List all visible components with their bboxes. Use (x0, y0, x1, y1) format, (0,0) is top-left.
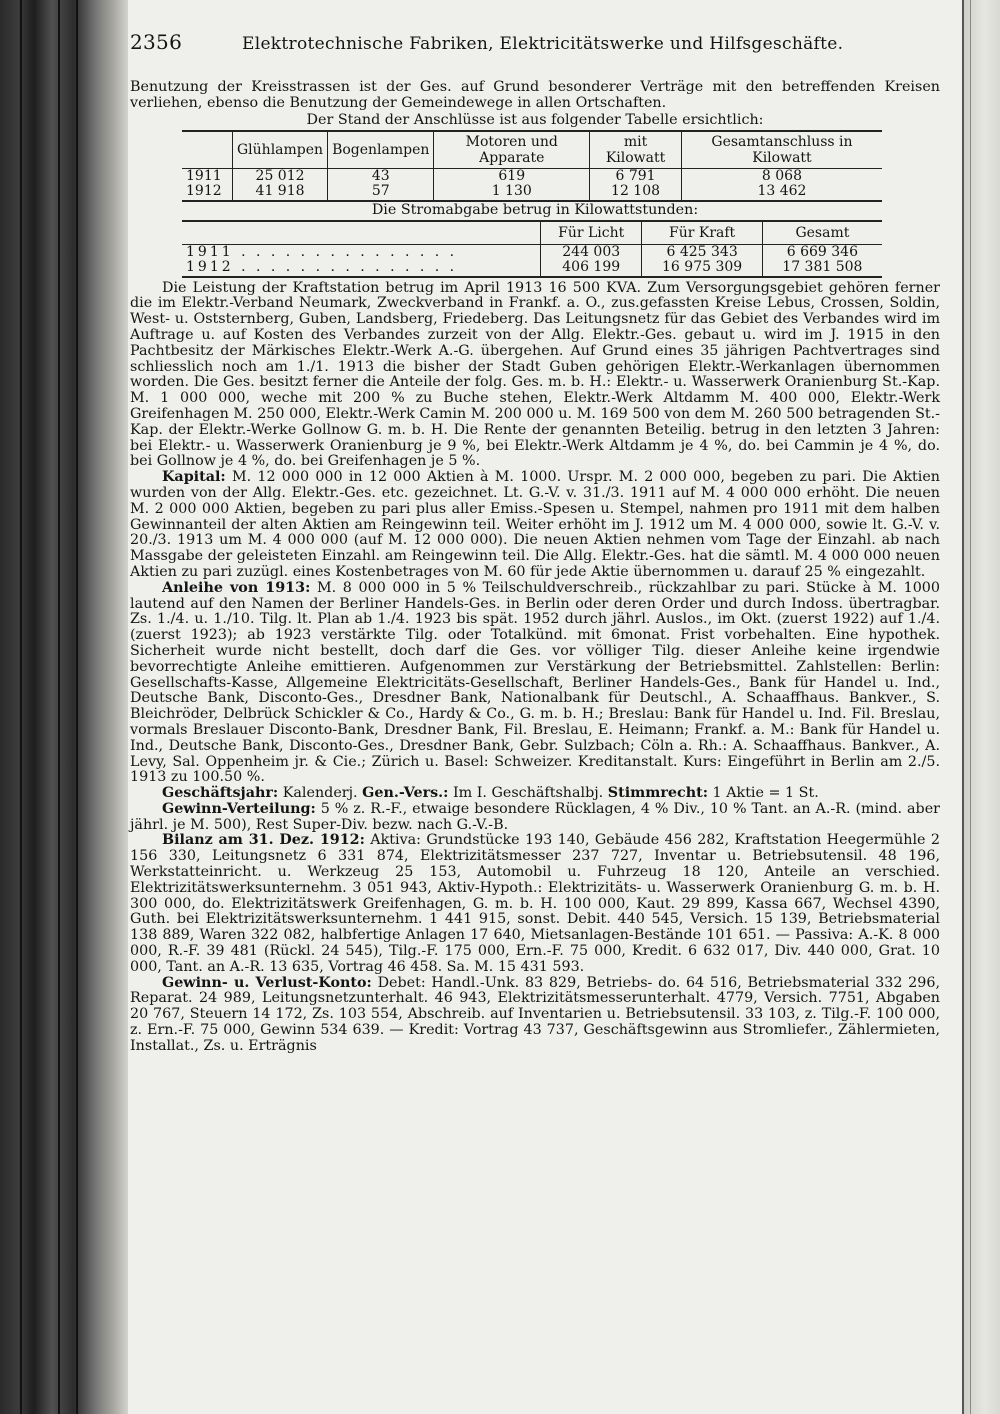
table-header-cell: mit Kilowatt (590, 131, 682, 169)
table-header-cell: Für Kraft (642, 221, 762, 245)
stimmrecht-label: Stimmrecht: (607, 785, 709, 802)
table-cell: 6 791 (590, 168, 682, 184)
table-header-cell (182, 131, 233, 169)
bilanz-section (130, 833, 940, 975)
power-output-table (182, 220, 882, 278)
table-cell: 1911 (186, 167, 222, 184)
table-cell: 1912 (186, 183, 222, 200)
leistung-paragraph: Die Leistung der Kraftstation betrug im April 1913 16 500 KVA. Zum Versorgungsgebiet gehören ferner die im Elektr.-Verband Neumark, Zweckverband in Frankf. a. O., zus.gefassten Kreise Lebus, Crossen, Soldin, West- u. Oststernberg, Guben, Landsberg, Friedeberg. Das Leitungsnetz für das Gebiet des Verbandes wird im Auftrage u. auf Kosten des Verbandes zurzeit von der Allg. Elektr.-Ges. gebaut u. wird im J. 1915 in den Pachtbesitz der Märkisches Elektr.-Werk A.-G. übergehen. Auf Grund eines 35 jährigen Pachtvertrages sind schliesslich noch am 1./1. 1913 die bisher der Stadt Guben gehörigen Elektr.-Werkanlagen übernommen worden. Die Ges. besitzt ferner die Anteile der folg. Ges. m. b. H.: Elektr.- u. Wasserwerk Oranienburg St.-Kap. M. 1 000 000, weche mit 200 % zu Buche stehen, Elektr.-Werk Altdamm M. 400 000, Elektr.-Werk Greifenhagen M. 250 000, Elektr.-Werk Camin M. 200 000 u. M. 169 500 von dem M. 260 500 betragenden St.-Kap. der Elektr.-Werke Gollnow G. m. b. H. Die Rente der genannten Beteilig. betrug in den letzten 3 Jahren: bei Elektr.- u. Wasserwerk Oranienburg je 9 %, bei Elektr.-Werk Altdamm je 4 %, do. bei Cammin je 4 %, do. bei Gollnow je 4 %, do. bei Greifenhagen je 5 %. (130, 279, 940, 470)
running-title: Elektrotechnische Fabriken, Elektricitätswerke und Hilfsgeschäfte. (242, 34, 844, 54)
book-page (128, 0, 962, 1414)
table-cell: 25 012 (233, 168, 328, 184)
gewinn-verteilung-label: Gewinn-Verteilung: (162, 800, 316, 817)
book-gutter (0, 0, 128, 1414)
kapital-label: Kapital: (162, 469, 226, 486)
kapital-section (130, 470, 940, 581)
page-number: 2356 (130, 30, 183, 54)
gewinn-verteilung-section (130, 802, 940, 834)
table1-caption: Der Stand der Anschlüsse ist aus folgender Tabelle ersichtlich: (306, 111, 764, 128)
intro-paragraph: Benutzung der Kreisstrassen ist der Ges. auf Grund besonderer Verträge mit den betreffenden Kreisen verliehen, ebenso die Benutzung der Gemeindewege in allen Ortschaften. (130, 79, 940, 111)
table-row (182, 260, 882, 277)
connections-table (182, 130, 882, 202)
table-header-cell: Bogenlampen (328, 131, 434, 169)
table-cell: 1911 . . . . . . . . . . . . . . . (186, 243, 458, 260)
table-cell: 619 (434, 168, 590, 184)
table-cell: 244 003 (541, 244, 642, 260)
table-header-cell: Gesamt (762, 221, 882, 245)
table-cell: 43 (328, 168, 434, 184)
kapital-text: M. 12 000 000 in 12 000 Aktien à M. 1000. Urspr. M. 2 000 000, begeben zu pari. Die Aktien wurden von der Allg. Elektr.-Ges. etc. gezeichnet. Lt. G.-V. v. 31./3. 1911 auf M. 4 000 000 erhöht. Die neuen M. 2 000 000 Aktien, begeben zu pari plus aller Emiss.-Spesen u. Stempel, nahmen pro 1911 mit dem halben Gewinnanteil der alten Aktien am Reingewinn teil. Weiter erhöht im J. 1912 um M. 4 000 000, sowie lt. G.-V. v. 20./3. 1913 um M. 4 000 000 (auf M. 12 000 000). Die neuen Aktien nehmen vom Tage der Einzahl. ab nach Massgabe der geleisteten Einzahl. am Reingewinn teil. Die Allg. Elektr.-Ges. hat die sämtl. M. 4 000 000 neuen Aktien zu pari zuzügl. eines Kostenbetrages von M. 60 für jede Aktie übernommen u. darauf 25 % eingezahlt. (130, 469, 940, 580)
table-header-cell: Glühlampen (233, 131, 328, 169)
table-cell: 8 068 (681, 168, 882, 184)
anleihe-label: Anleihe von 1913: (162, 579, 311, 596)
table-header-cell: Motoren und Apparate (434, 131, 590, 169)
table-cell: 41 918 (233, 184, 328, 201)
table-row (182, 244, 882, 260)
table-header-row (182, 131, 882, 169)
gewinn-verteilung-text: 5 % z. R.-F., etwaige besondere Rücklagen, 4 % Div., 10 % Tant. an A.-R. (mind. aber jährl. je M. 500), Rest Super-Div. bezw. nach G.-V.-B. (130, 800, 940, 833)
table-header-cell: Für Licht (541, 221, 642, 245)
genvers-label: Gen.-Vers.: (362, 785, 449, 802)
table-cell: 406 199 (541, 260, 642, 277)
adjacent-page-edge (962, 0, 1000, 1414)
table2-caption: Die Stromabgabe betrug in Kilowattstunden: (371, 201, 699, 218)
geschaeftsjahr-section (130, 786, 940, 802)
bilanz-text: Aktiva: Grundstücke 193 140, Gebäude 456 282, Kraftstation Heegermühle 2 156 330, Leitungsnetz 6 331 874, Elektrizitätsmesser 237 727, Inventar u. Betriebsutensil. 48 196, Werkstatteinricht. u. Werkzeug 25 153, Automobil u. Fuhrzeug 18 120, Anteile an verschied. Elektrizitätswerksunternehm. 3 051 943, Aktiv-Hypoth.: Elektrizitäts- u. Wasserwerk Oranienburg G. m. b. H. 300 000, do. Elektrizitätswerk Greifenhagen, G. m. b. H. 100 000, Kaut. 29 899, Kassa 667, Wechsel 4390, Guth. bei Elektrizitätswerksunternehm. 1 441 915, sonst. Debit. 440 545, Versich. 15 139, Betriebsmaterial 138 889, Waren 322 082, halbfertige Anlagen 17 640, Mietsanlagen-Bestände 101 651. — Passiva: A.-K. 8 000 000, R.-F. 39 481 (Rückl. 24 545), Tilg.-F. 175 000, Ern.-F. 75 000, Kredit. 6 632 017, Div. 440 000, Grat. 10 000, Tant. an A.-R. 13 635, Vortrag 46 458. Sa. M. 15 431 593. (130, 832, 940, 975)
geschaeftsjahr-text: Kalenderj. (278, 785, 363, 802)
anleihe-text: M. 8 000 000 in 5 % Teilschuldverschreib., rückzahlbar zu pari. Stücke à M. 1000 lautend auf den Namen der Berliner Handels-Ges. in Berlin oder deren Order und durch Indoss. übertragbar. Zs. 1./4. u. 1./10. Tilg. lt. Plan ab 1./4. 1923 bis spät. 1952 durch jährl. Auslos., im Okt. (zuerst 1922) auf 1./4. (zuerst 1923); ab 1923 verstärkte Tilg. oder Totalkünd. mit 6monat. Frist vorbehalten. Eine hypothek. Sicherheit wurde nicht bestellt, doch darf die Ges. vor völliger Tilg. dieser Anleihe keine irgendwie bevorrechtigte Anleihe emittieren. Aufgenommen zur Verstärkung der Betriebsmittel. Zahlstellen: Berlin: Gesellschafts-Kasse, Allgemeine Elektricitäts-Gesellschaft, Berliner Handels-Ges., Bank für Handel u. Ind., Deutsche Bank, Disconto-Ges., Dresdner Bank, Nationalbank für Deutschl., A. Schaaffhaus. Bankver., S. Bleichröder, Delbrück Schickler & Co., Hardy & Co., G. m. b. H.; Breslau: Bank für Handel u. Ind. Fil. Breslau, vormals Breslauer Disconto-Bank, Dresdner Bank, Fil. Breslau, E. Heimann; Frankf. a. M.: Bank für Handel u. Ind., Deutsche Bank, Disconto-Ges., Dresdner Bank, Gebr. Sulzbach; Cöln a. Rh.: A. Schaaffhaus. Bankver., A. Levy, Sal. Oppenheim jr. & Cie.; Zürich u. Basel: Schweizer. Kreditanstalt. Kurs: Eingeführt in Berlin am 2./5. 1913 zu 100.50 %. (130, 579, 940, 786)
table-row (182, 184, 882, 201)
geschaeftsjahr-label: Geschäftsjahr: (162, 785, 279, 802)
stimmrecht-text: 1 Aktie = 1 St. (708, 785, 819, 802)
table-cell: 57 (328, 184, 434, 201)
gv-konto-section (130, 976, 940, 1055)
table-cell: 16 975 309 (642, 260, 762, 277)
page-content (130, 30, 940, 1055)
table-cell: 1 130 (434, 184, 590, 201)
page-header (130, 30, 940, 54)
table-cell: 17 381 508 (762, 260, 882, 277)
table-cell: 12 108 (590, 184, 682, 201)
table-cell: 13 462 (681, 184, 882, 201)
table-row (182, 168, 882, 184)
bilanz-label: Bilanz am 31. Dez. 1912: (162, 832, 365, 849)
table-cell: 6 425 343 (642, 244, 762, 260)
anleihe-section (130, 581, 940, 786)
gv-konto-label: Gewinn- u. Verlust-Konto: (162, 974, 372, 991)
table-header-cell: Gesamtanschluss in Kilowatt (681, 131, 882, 169)
table-header-row (182, 221, 882, 245)
gv-konto-text: Debet: Handl.-Unk. 83 829, Betriebs- do. 64 516, Betriebsmaterial 332 296, Reparat. 24 989, Leitungsnetzunterhalt. 46 943, Elektrizitätsmesserunterhalt. 4779, Versich. 7751, Abgaben 20 767, Steuern 14 172, Zs. 103 554, Abschreib. auf Inventarien u. Betriebsutensil. 33 103, z. Tilg.-F. 100 000, z. Ern.-F. 75 000, Gewinn 534 639. — Kredit: Vortrag 43 737, Geschäftsgewinn aus Stromliefer., Zählermieten, Installat., Zs. u. Erträgnis (130, 974, 941, 1054)
table-header-cell (182, 221, 541, 245)
table-cell: 1912 . . . . . . . . . . . . . . . (186, 259, 458, 276)
table-cell: 6 669 346 (762, 244, 882, 260)
genvers-text: Im I. Geschäftshalbj. (448, 785, 608, 802)
